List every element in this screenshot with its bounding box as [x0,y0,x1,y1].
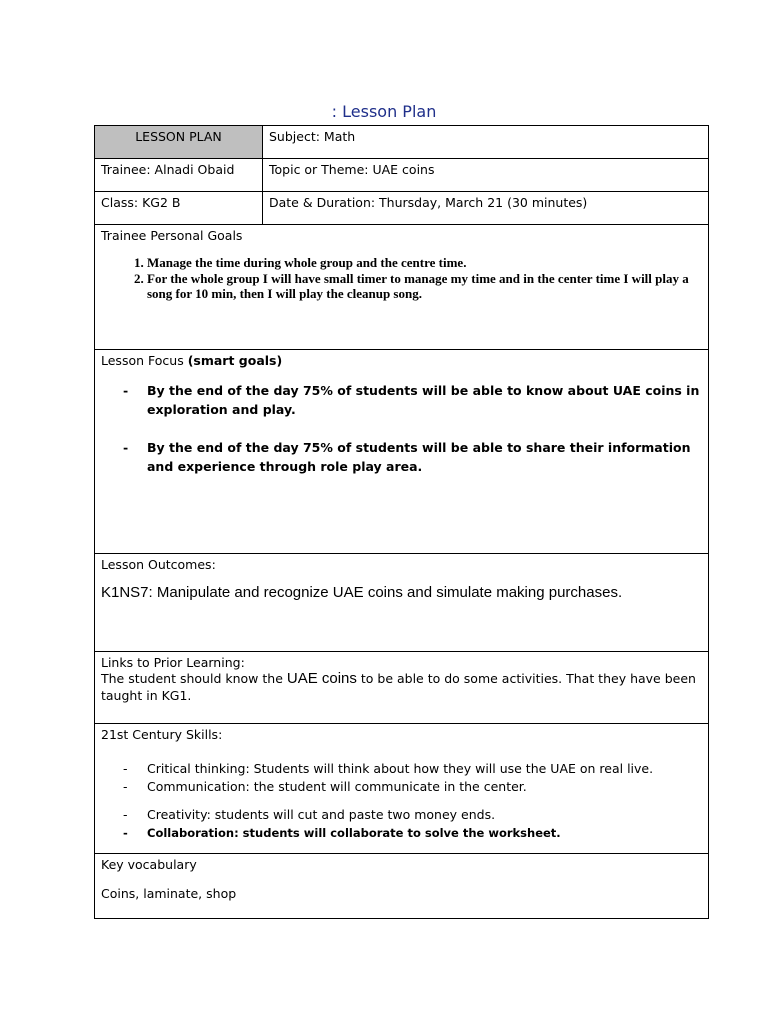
lesson-focus-heading [101,353,702,368]
vocabulary-section [95,854,709,919]
personal-goals-heading: Trainee Personal Goals [101,228,243,243]
document-title: : Lesson Plan [331,102,437,121]
prior-text-part: The student should know the [101,671,287,686]
header-row [95,126,709,159]
trainee-cell: Trainee: Alnadi Obaid [95,159,263,192]
smart-goals-label: (smart goals) [187,353,283,368]
class-cell: Class: KG2 B [95,192,263,225]
lesson-focus-heading-text: Lesson Focus [101,353,188,368]
outcomes-row [95,554,709,652]
list-item: 1. Manage the time during whole group and the centre time. [147,255,702,270]
list-item: - Collaboration: students will collaborate to solve the worksheet. [101,824,702,842]
personal-goals-section [95,225,709,350]
personal-goals-row [95,225,709,350]
outcomes-section [95,554,709,652]
list-item: - Communication: the student will communicate in the center. [101,778,702,796]
prior-text-part: to be able to do some activities. That they have been taught in KG1. [101,671,696,703]
prior-learning-heading: Links to Prior Learning: [101,655,245,670]
skills-row [95,724,709,854]
vocabulary-heading: Key vocabulary [101,857,197,872]
topic-cell: Topic or Theme: UAE coins [263,159,709,192]
list-item: - Critical thinking: Students will think about how they will use the UAE on real live. [101,760,702,778]
prior-learning-text [101,670,702,704]
prior-learning-section [95,652,709,724]
skills-heading: 21st Century Skills: [101,727,223,742]
list-item: - Creativity: students will cut and paste two money ends. [101,806,702,824]
vocabulary-words: Coins, laminate, shop [101,886,237,901]
lesson-plan-table [94,125,709,919]
prior-learning-row [95,652,709,724]
trainee-row [95,159,709,192]
skills-list [101,760,702,842]
outcomes-heading: Lesson Outcomes: [101,557,216,572]
vocabulary-row [95,854,709,919]
subject-cell: Subject: Math [263,126,709,159]
list-item: - By the end of the day 75% of students will be able to share their information and experience through role play area. [101,438,702,476]
lesson-focus-row [95,350,709,554]
date-cell: Date & Duration: Thursday, March 21 (30 minutes) [263,192,709,225]
outcomes-text: K1NS7: Manipulate and recognize UAE coins and simulate making purchases. [101,584,623,601]
lesson-focus-section [95,350,709,554]
class-row [95,192,709,225]
lesson-focus-list [101,381,702,476]
lesson-plan-label: LESSON PLAN [95,126,263,159]
prior-text-uae-coins: UAE coins [286,670,357,687]
list-item: - By the end of the day 75% of students will be able to know about UAE coins in exploration and play. [101,381,702,419]
list-item: 2. For the whole group I will have small timer to manage my time and in the center time I will play a song for 10 min, then I will play the cleanup song. [147,271,702,301]
skills-section [95,724,709,854]
personal-goals-list [101,255,702,301]
